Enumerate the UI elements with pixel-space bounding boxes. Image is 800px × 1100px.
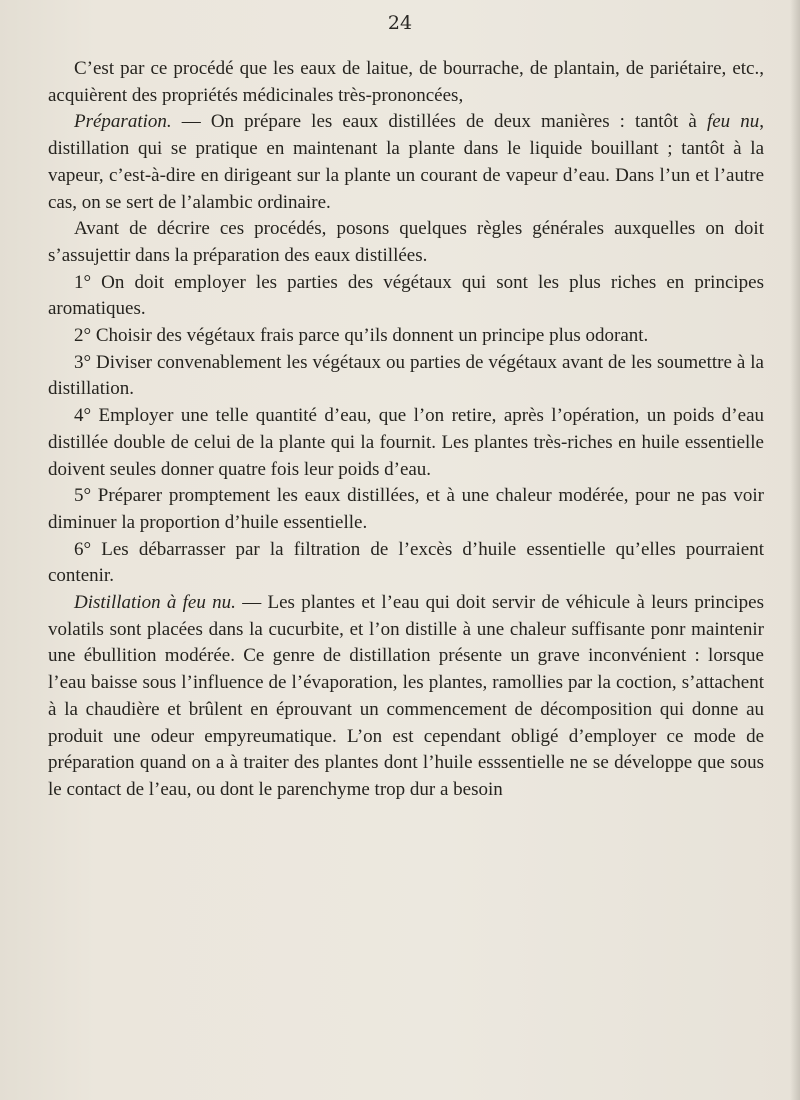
paragraph-text: , distillation qui se pratique en maintenant la plante dans le liquide bouillant ; tantôt à la vapeur, c’est-à-dire en dirigeant sur la plante un courant de vapeur d’eau. Dans l’un et l’autre cas, on se sert de l’alambic ordinaire.	[48, 111, 764, 213]
section-heading-preparation: Préparation.	[74, 111, 172, 133]
paragraph-text: 4° Employer une telle quantité d’eau, que l’on retire, après l’opération, un poids d’eau distillée double de celui de la plante qui la fournit. Les plantes très-riches en huile essentielle doivent seules donner quatre fois leur poids d’eau.	[48, 405, 764, 480]
rule-item-2	[48, 323, 764, 350]
paragraph-text: — Les plantes et l’eau qui doit servir de véhicule à leurs principes volatils sont placées dans la cucurbite, et l’on distille à une chaleur suffisante ponr maintenir une ébullition modérée. Ce genre de distillation présente un grave inconvénient : lorsque l’eau baisse sous l’influence de l’évaporation, les plantes, ramollies par la coction, s’attachent à la chaudière et brûlent en éprouvant un commencement de décomposition qui donne au produit une odeur empyreumatique. L’on est cependant obligé d’employer ce mode de préparation quand on a à traiter des plantes dont l’huile esssentielle ne se développe que sous le contact de l’eau, ou dont le parenchyme trop dur a besoin	[48, 592, 764, 800]
paragraph-medicinal-waters	[48, 56, 764, 109]
rule-item-4	[48, 403, 764, 483]
section-heading-distillation: Distillation à feu nu.	[74, 592, 236, 614]
body-text	[48, 56, 764, 804]
italic-term-feu-nu: feu nu	[706, 111, 760, 133]
paragraph-general-rules	[48, 216, 764, 269]
rule-item-3	[48, 350, 764, 403]
rule-item-5	[48, 483, 764, 536]
paragraph-text: 5° Préparer promptement les eaux distillées, et à une chaleur modérée, pour ne pas voir diminuer la proportion d’huile essentielle.	[48, 485, 764, 533]
page-edge-shadow	[790, 0, 800, 1100]
paragraph-text: — On prépare les eaux distillées de deux manières : tantôt à	[171, 111, 707, 133]
paragraph-text: C’est par ce procédé que les eaux de laitue, de bourrache, de plantain, de pariétaire, etc., acquièrent des propriétés médicinales très-prononcées,	[48, 58, 764, 106]
paragraph-distillation-feu-nu	[48, 590, 764, 804]
rule-item-6	[48, 537, 764, 590]
paragraph-preparation	[48, 109, 764, 216]
rule-item-1	[48, 270, 764, 323]
paragraph-text: 3° Diviser convenablement les végétaux ou parties de végétaux avant de les soumettre à la distillation.	[48, 351, 764, 400]
paragraph-text: Avant de décrire ces procédés, posons quelques règles générales auxquelles on doit s’assujettir dans la préparation des eaux distillées.	[48, 218, 764, 266]
page-number: 24	[387, 12, 413, 34]
paragraph-text: 2° Choisir des végétaux frais parce qu’ils donnent un principe plus odorant.	[74, 325, 649, 347]
paragraph-text: 6° Les débarrasser par la filtration de l’excès d’huile essentielle qu’elles pourraient contenir.	[48, 538, 764, 587]
paragraph-text: 1° On doit employer les parties des végétaux qui sont les plus riches en principes aromatiques.	[48, 271, 764, 320]
